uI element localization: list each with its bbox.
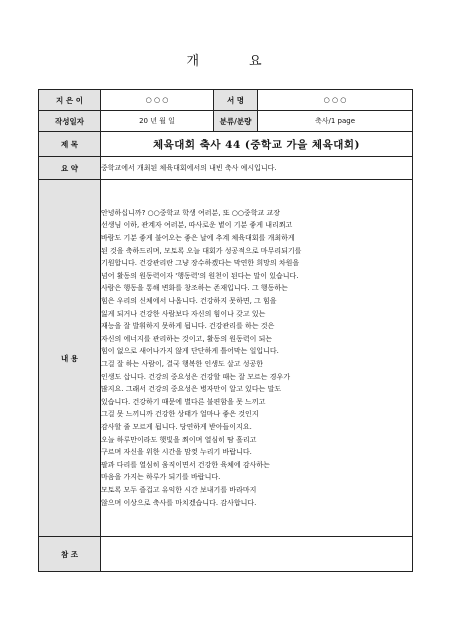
content-line: 마음을 가지는 하루가 되기를 바랍니다. <box>101 473 221 482</box>
content-line: 사람은 행동을 통해 변화를 창조하는 존재입니다. 그 행동하는 <box>101 284 288 293</box>
reference-label: 참 조 <box>39 537 101 572</box>
content-line: 그걸 잘 하는 사람이, 결국 행복한 인생도 살고 성공한 <box>101 360 264 368</box>
signature-label: 서 명 <box>214 90 258 111</box>
content-line: 많지요. 그래서 건강의 중요성은 병자만이 알고 있다는 말도 <box>101 385 282 394</box>
content-line: 자신의 에너지를 관리하는 것이고, 활동의 원동력이 되는 <box>101 334 273 343</box>
signature-value: ○ ○ ○ <box>258 90 413 111</box>
overview-form <box>38 89 413 572</box>
content-line: 팔과 다리를 열심히 움직이면서 건강한 육체에 감사하는 <box>101 460 270 469</box>
category-value: 축사/1 page <box>258 111 413 132</box>
content-line: 안녕하십니까? ○○중학교 학생 여러분, 또 ○○중학교 교장 <box>101 208 280 217</box>
title-char-2: 요 <box>249 54 264 69</box>
subject-row <box>39 132 413 157</box>
content-line: 바람도 기분 좋게 불어오는 좋은 날에 추계 체육대회를 개최하게 <box>101 234 295 243</box>
content-line: 구르며 자신을 위한 시간을 맘껏 누리기 바랍니다. <box>101 448 252 457</box>
content-line: 모토록 모두 즐겁고 유익한 시간 보내기를 바라마지 <box>101 485 257 494</box>
subject-value: 체육대회 축사 44 (중학교 가을 체육대회) <box>101 132 413 157</box>
content-line: 넘어 활동의 원동력이자 '행동력'의 원천이 된다는 말이 있습니다. <box>101 271 299 280</box>
author-value: ○ ○ ○ <box>101 90 214 111</box>
content-line: 있습니다. 건강하기 때문에 별다른 불편함을 못 느끼고 <box>101 397 266 406</box>
content-line: 그걸 못 느끼니까 건강한 상태가 얼마나 좋은 것인지 <box>101 410 259 419</box>
reference-value <box>101 537 413 572</box>
category-label: 분류/분량 <box>214 111 258 132</box>
reference-row <box>39 537 413 572</box>
content-line: 재능을 잘 발휘하지 못하게 됩니다. 건강관리를 하는 것은 <box>101 322 275 331</box>
content-line: 힘이 없으로 새어나가지 않게 단단하게 틀어막는 일입니다. <box>101 347 279 356</box>
content-line: 인생도 삽니다. 건강의 중요성은 건강할 때는 잘 모르는 경우가 <box>101 372 291 381</box>
date-value: 20 년 월 일 <box>101 111 214 132</box>
author-row <box>39 90 413 111</box>
document-title <box>0 50 450 69</box>
content-body <box>101 180 413 537</box>
content-row <box>39 180 413 537</box>
content-line: 잃게 되거나 건강한 사람보다 자신의 힘이나 갖고 있는 <box>101 309 266 318</box>
content-line: 기원합니다. 건강관리란 그냥 장수하겠다는 막연한 희망의 차원을 <box>101 259 300 268</box>
content-line: 된 것을 축하드리며, 모토록 오늘 대회가 성공적으로 마무리되기를 <box>101 246 302 255</box>
content-line: 감사할 줄 모르게 됩니다. 당연하게 받아들이지요. <box>101 422 252 431</box>
title-char-1: 개 <box>186 54 201 69</box>
content-line: 오늘 하루만이라도 햇빛을 쬐이며 열심히 땀 흘리고 <box>101 435 257 444</box>
content-line: 않으며 이상으로 축사를 마치겠습니다. 감사합니다. <box>101 498 257 507</box>
subject-label: 제 목 <box>39 132 101 157</box>
content-line: 힘은 우리의 신체에서 나옵니다. 건강하지 못하면, 그 힘을 <box>101 297 277 306</box>
summary-value: 중학교에서 개최된 체육대회에서의 내빈 축사 예시입니다. <box>101 157 413 180</box>
summary-row <box>39 157 413 180</box>
date-row <box>39 111 413 132</box>
content-label: 내 용 <box>39 180 101 537</box>
summary-label: 요 약 <box>39 157 101 180</box>
content-line: 선생님 이하, 관계자 여러분, 따사로운 볕이 기분 좋게 내리쬐고 <box>101 221 293 230</box>
date-label: 작성일자 <box>39 111 101 132</box>
author-label: 지 은 이 <box>39 90 101 111</box>
